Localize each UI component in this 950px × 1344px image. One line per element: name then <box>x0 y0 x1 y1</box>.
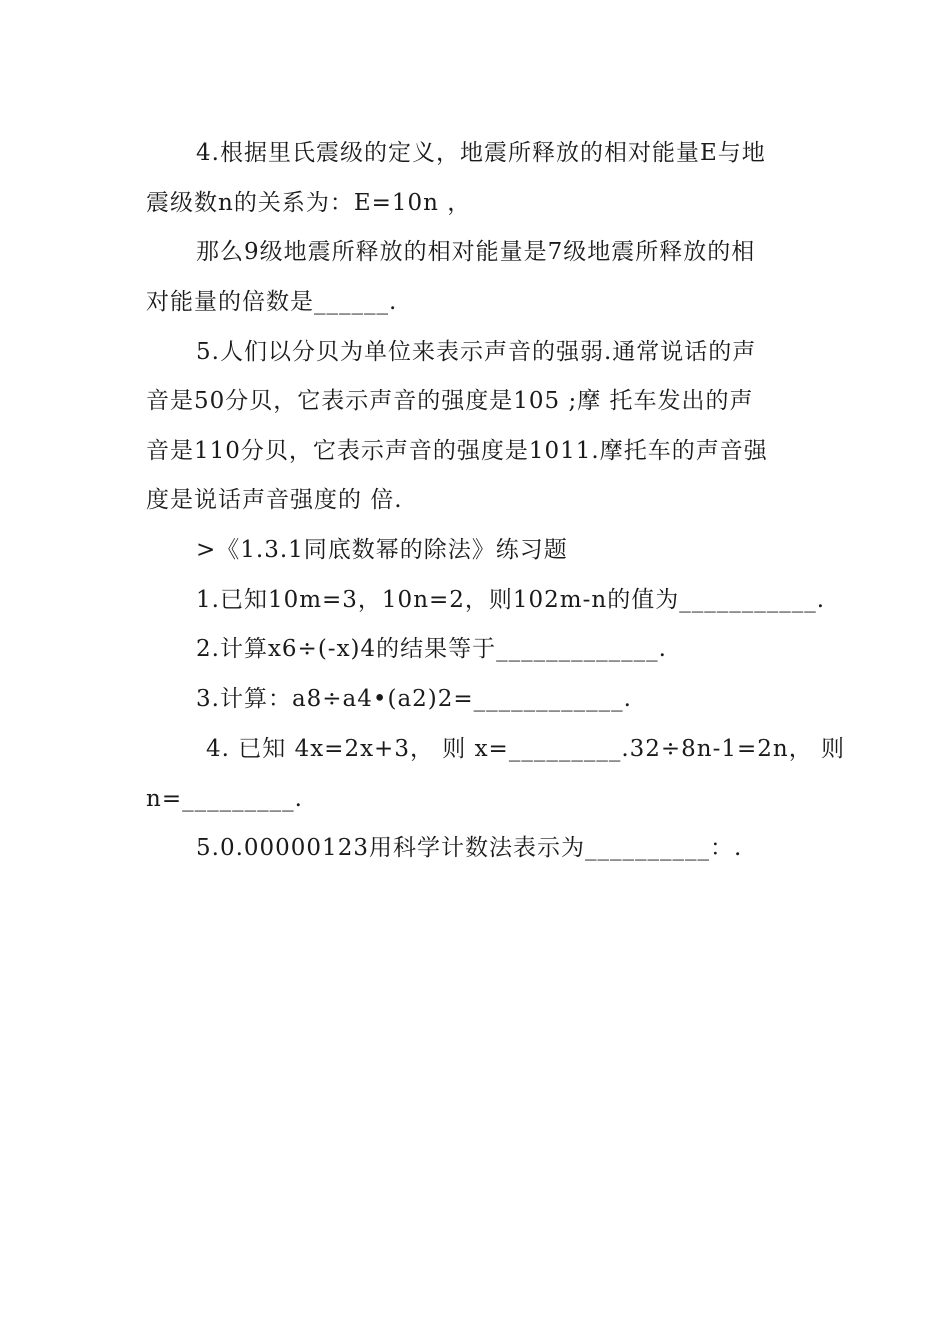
problem-4-line-2: 震级数n的关系为：E=10n ， <box>146 190 472 216</box>
problem-4-line-1: 4.根据里氏震级的定义，地震所释放的相对能量E与地 <box>196 140 766 166</box>
exercise-2: 2.计算x6÷(-x)4的结果等于_____________. <box>196 636 667 662</box>
exercise-3: 3.计算：a8÷a4•(a2)2=____________. <box>196 686 632 712</box>
problem-4-line-3: 那么9级地震所释放的相对能量是7级地震所释放的相 <box>196 239 756 265</box>
problem-4-line-4: 对能量的倍数是______. <box>146 289 398 315</box>
exercise-4-line-1: 4. 已知 4x=2x+3， 则 x=_________.32÷8n-1=2n， 则 <box>206 736 846 762</box>
exercise-5: 5.0.00000123用科学计数法表示为__________：. <box>196 835 743 861</box>
problem-5-line-3: 音是110分贝，它表示声音的强度是1011.摩托车的声音强 <box>146 438 768 464</box>
exercise-4-line-2: n=_________. <box>146 786 303 812</box>
exercise-1: 1.已知10m=3，10n=2，则102m-n的值为___________. <box>196 587 826 613</box>
problem-5-line-2: 音是50分贝，它表示声音的强度是105 ;摩 托车发出的声 <box>146 388 754 414</box>
problem-5-line-1: 5.人们以分贝为单位来表示声音的强弱.通常说话的声 <box>196 339 757 365</box>
section-heading: >《1.3.1同底数幂的除法》练习题 <box>196 537 568 563</box>
problem-5-line-4: 度是说话声音强度的 倍. <box>146 487 403 513</box>
